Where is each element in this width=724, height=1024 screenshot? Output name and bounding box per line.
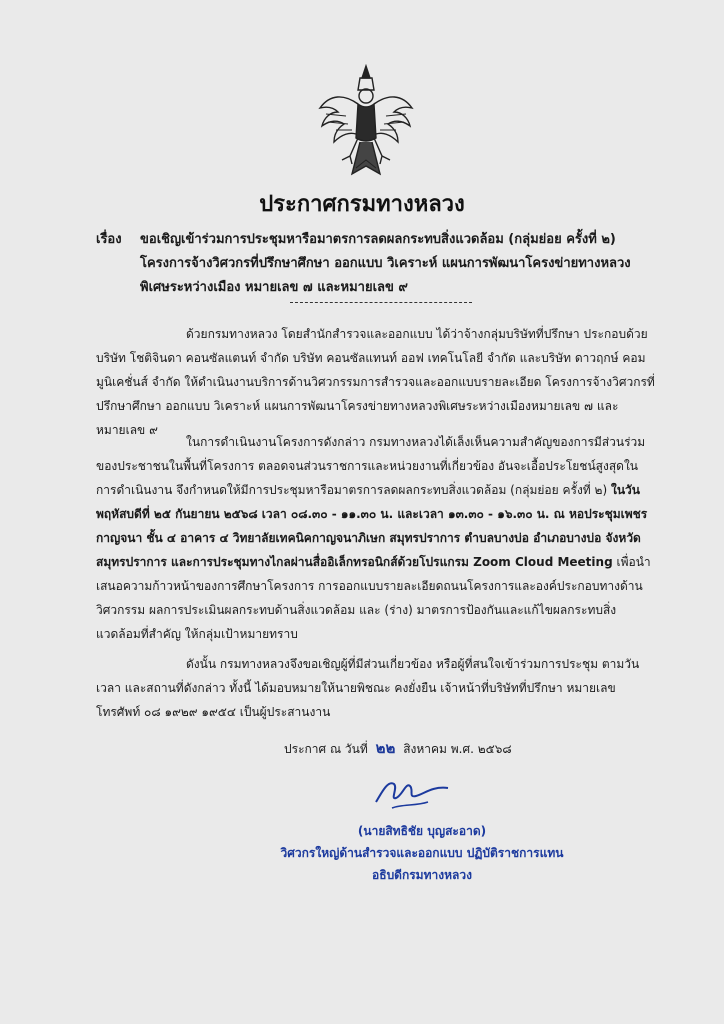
signatory-position-1: วิศวกรใหญ่ด้านสำรวจและออกแบบ ปฏิบัติราชการแทน [280,846,564,860]
subject-text: ขอเชิญเข้าร่วมการประชุมหารือมาตรการลดผลกระทบสิ่งแวดล้อม (กลุ่มย่อย ครั้งที่ ๒) โครงการจ้างวิศวกรที่ปรึกษาศึกษา ออกแบบ วิเคราะห์ แผนการพัฒนาโครงข่ายทางหลวงพิเศษระหว่างเมือง หมายเลข ๗ และหมายเลข ๙ [140,232,631,295]
date-month-year: สิงหาคม พ.ศ. ๒๕๖๘ [403,742,512,756]
meeting-schedule-text: ในวันพฤหัสบดีที่ ๒๕ กันยายน ๒๕๖๘ เวลา ๐๘.๓๐ - ๑๑.๓๐ น. และเวลา ๑๓.๓๐ - ๑๖.๓๐ น. ณ หอประชุมเพชรกาญจนา ชั้น ๔ อาคาร ๔ วิทยาลัยเทคนิคกาญจนาภิเษก สมุทรปราการ ตำบลบางบ่อ อำเภอบางบ่อ จังหวัดสมุทรปราการ และการประชุมทางไกลผ่านสื่ออิเล็กทรอนิกส์ด้วยโปรแกรม Zoom Cloud Meeting [96,483,648,569]
divider-line [290,302,472,303]
garuda-emblem-icon [316,64,416,180]
paragraph-1-text: ด้วยกรมทางหลวง โดยสำนักสำรวจและออกแบบ ได้ว่าจ้างกลุ่มบริษัทที่ปรึกษา ประกอบด้วย บริษัท โชติจินดา คอนซัลแตนท์ จำกัด บริษัท คอนซัลแทนท์ ออฟ เทคโนโลยี จำกัด และบริษัท ดาวฤกษ์ คอมมูนิเคชั่นส์ จำกัด ให้ดำเนินงานบริการด้านวิศวกรรมการสำรวจและออกแบบรายละเอียด โครงการจ้างวิศวกรที่ปรึกษาศึกษา ออกแบบ วิเคราะห์ แผนการพัฒนาโครงข่ายทางหลวงพิเศษระหว่างเมืองหมายเลข ๗ และหมายเลข ๙ [96,327,655,437]
signatory-name: (นายสิทธิชัย บุญสะอาด) [357,824,487,838]
signatory-position-2: อธิบดีกรมทางหลวง [372,868,472,882]
date-prefix: ประกาศ ณ วันที่ [284,742,368,756]
paragraph-2-text-b: เพื่อนำเสนอความก้าวหน้าของการศึกษาโครงการ การออกแบบรายละเอียดถนนโครงการและองค์ประกอบทางด้านวิศวกรรม ผลการประเมินผลกระทบด้านสิ่งแวดล้อม และ (ร่าง) มาตรการป้องกันและแก้ไขผลกระทบสิ่งแวดล้อมที่สำคัญ ให้กลุ่มเป้าหมายทราบ [96,555,651,641]
body-paragraph-2 [96,430,656,646]
body-paragraph-3 [96,652,656,724]
subject-label: เรื่อง [96,232,122,247]
body-paragraph-1 [96,322,656,442]
page-title: ประกาศกรมทางหลวง [259,192,465,217]
paragraph-2-text-a: ในการดำเนินงานโครงการดังกล่าว กรมทางหลวงได้เล็งเห็นความสำคัญของการมีส่วนร่วมของประชาชนในพื้นที่โครงการ ตลอดจนส่วนราชการและหน่วยงานที่เกี่ยวข้อง อันจะเอื้อประโยชน์สูงสุดในการดำเนินงาน จึงกำหนดให้มีการประชุมหารือมาตรการลดผลกระทบสิ่งแวดล้อม (กลุ่มย่อย ครั้งที่ ๒) [96,435,646,497]
date-day: ๒๒ [375,739,396,757]
signature-icon [372,768,452,814]
announcement-date [284,736,512,760]
paragraph-3-text: ดังนั้น กรมทางหลวงจึงขอเชิญผู้ที่มีส่วนเกี่ยวข้อง หรือผู้ที่สนใจเข้าร่วมการประชุม ตามวัน เวลา และสถานที่ดังกล่าว ทั้งนี้ ได้มอบหมายให้นายพิชณะ คงยั่งยืน เจ้าหน้าที่บริษัทที่ปรึกษา หมายเลขโทรศัพท์ ๐๘ ๑๙๒๙ ๑๙๕๔ เป็นผู้ประสานงาน [96,657,640,719]
